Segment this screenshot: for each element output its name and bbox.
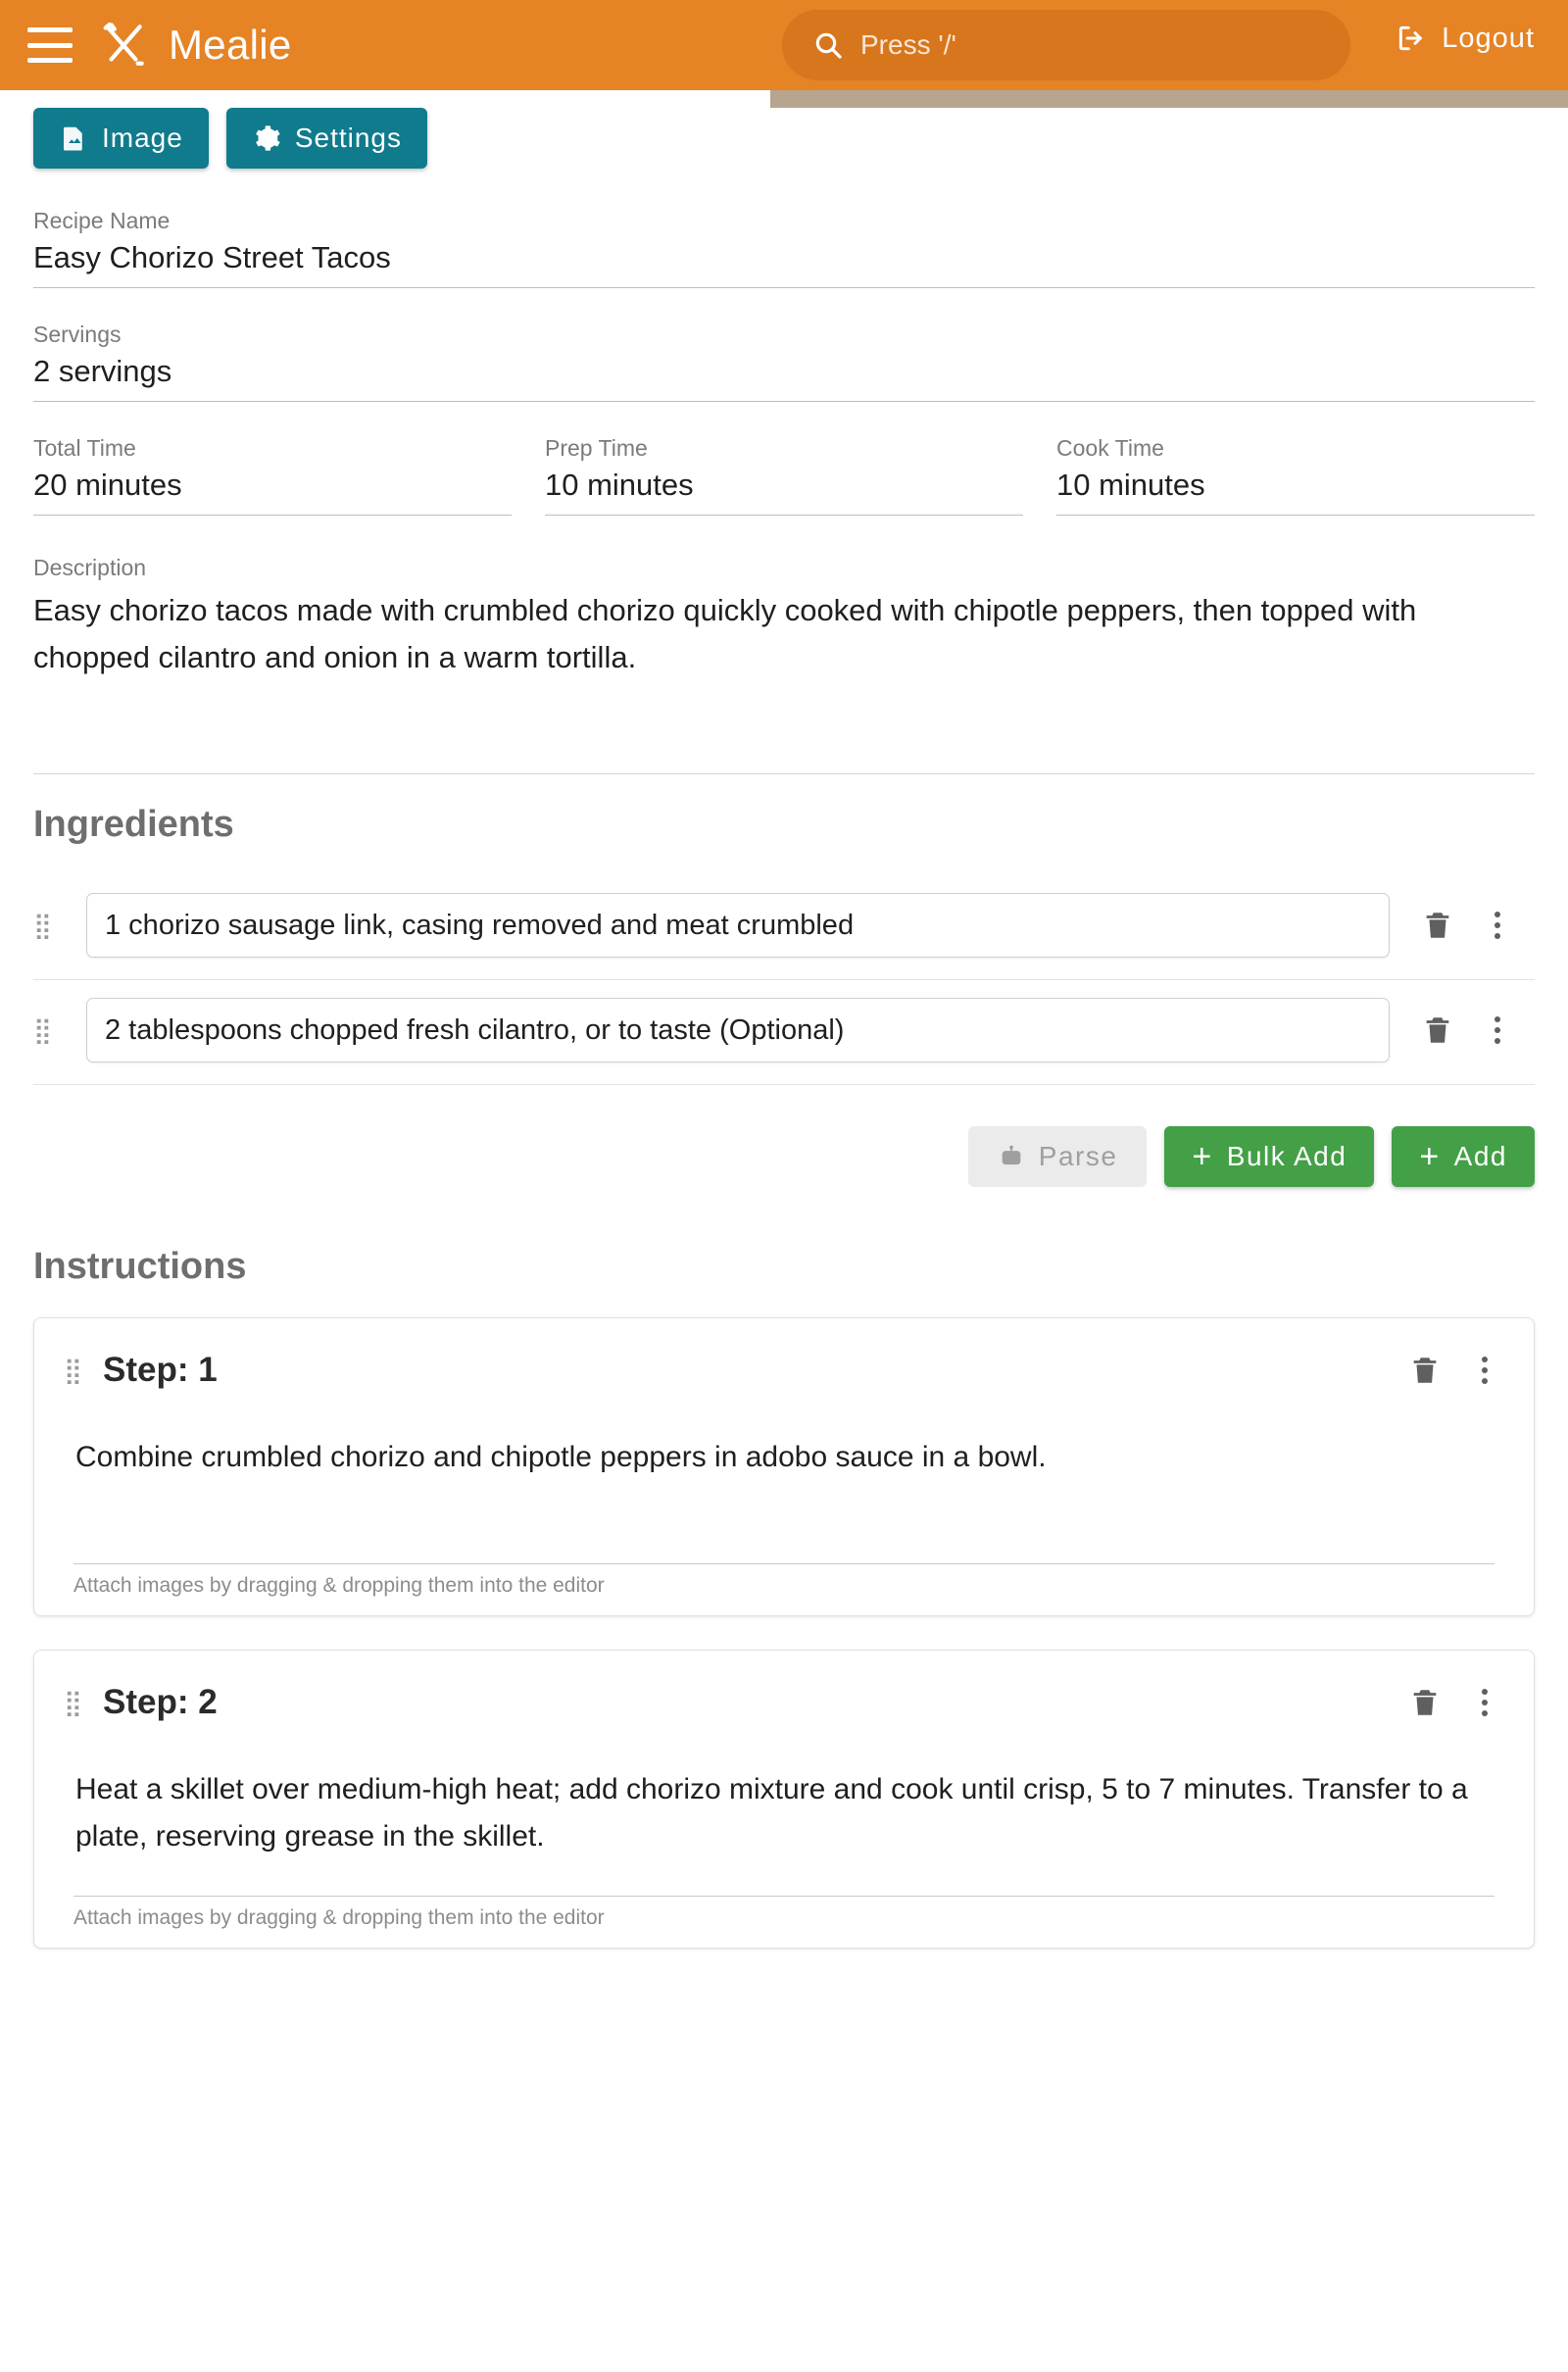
logout-button[interactable]: [1395, 22, 1535, 55]
robot-icon: [998, 1143, 1025, 1170]
parse-label: Parse: [1038, 1141, 1118, 1171]
image-button[interactable]: [33, 108, 209, 169]
servings-label: Servings: [33, 321, 122, 347]
ingredient-input[interactable]: 2 tablespoons chopped fresh cilantro, or to taste (Optional): [86, 998, 1390, 1062]
plus-icon: +: [1192, 1137, 1213, 1175]
delete-icon[interactable]: [1398, 1676, 1451, 1729]
step-text[interactable]: Combine crumbled chorizo and chipotle peppers in adobo sauce in a bowl.: [75, 1441, 1047, 1473]
instruction-step-card: [33, 1650, 1535, 1949]
recipe-name-field[interactable]: [33, 208, 1535, 288]
cook-time-value[interactable]: 10 minutes: [1056, 468, 1535, 516]
plus-icon: +: [1419, 1137, 1441, 1175]
drag-handle-icon[interactable]: ⣿: [33, 911, 54, 940]
recipe-name-label: Recipe Name: [33, 208, 171, 233]
step-text[interactable]: Heat a skillet over medium-high heat; add chorizo mixture and cook until crisp, 5 to 7 minutes. Transfer to a plate, reserving grease in the skillet.: [75, 1773, 1468, 1853]
prep-time-label: Prep Time: [545, 435, 648, 461]
ingredient-input[interactable]: 1 chorizo sausage link, casing removed and meat crumbled: [86, 893, 1390, 958]
logout-icon: [1395, 22, 1428, 55]
instructions-heading: Instructions: [33, 1246, 247, 1287]
cook-time-label: Cook Time: [1056, 435, 1164, 461]
servings-value[interactable]: 2 servings: [33, 354, 1535, 402]
attach-hint: Attach images by dragging & dropping them into the editor: [74, 1896, 1494, 1930]
ingredient-row: [33, 980, 1535, 1085]
ingredient-row: [33, 875, 1535, 980]
time-fields: [33, 435, 1535, 516]
add-ingredient-button[interactable]: [1392, 1126, 1535, 1187]
recipe-name-value[interactable]: Easy Chorizo Street Tacos: [33, 240, 1535, 288]
drag-handle-icon[interactable]: ⣿: [64, 1687, 84, 1717]
description-field[interactable]: [33, 555, 1535, 754]
instruction-step-card: [33, 1317, 1535, 1616]
settings-button[interactable]: [226, 108, 427, 169]
total-time-value[interactable]: 20 minutes: [33, 468, 512, 516]
description-label: Description: [33, 555, 147, 580]
delete-icon[interactable]: [1411, 899, 1464, 952]
step-title: Step: 2: [103, 1683, 218, 1721]
description-value[interactable]: Easy chorizo tacos made with crumbled chorizo quickly cooked with chipotle peppers, then topped with chopped cilantro and onion in a warm tortilla.: [33, 593, 1417, 675]
bulk-add-label: Bulk Add: [1226, 1141, 1348, 1171]
drag-handle-icon[interactable]: ⣿: [64, 1355, 84, 1385]
attach-hint: Attach images by dragging & dropping them into the editor: [74, 1563, 1494, 1598]
ingredients-heading: Ingredients: [33, 804, 234, 845]
servings-field[interactable]: [33, 321, 1535, 402]
search-placeholder: Press '/': [860, 29, 956, 60]
image-button-label: Image: [102, 123, 183, 153]
search-input[interactable]: [782, 10, 1350, 80]
image-icon: [59, 124, 88, 153]
prep-time-field[interactable]: [545, 435, 1023, 516]
hamburger-menu-icon[interactable]: [27, 27, 73, 63]
ingredient-menu-icon[interactable]: [1478, 1016, 1517, 1044]
search-icon: [811, 28, 845, 62]
recipe-form: [0, 108, 1568, 1982]
add-label: Add: [1453, 1141, 1507, 1171]
section-divider: [33, 773, 1535, 774]
step-menu-icon[interactable]: [1465, 1689, 1504, 1716]
brand-title: Mealie: [169, 22, 292, 68]
settings-button-label: Settings: [294, 123, 402, 153]
delete-icon[interactable]: [1398, 1344, 1451, 1397]
cook-time-field[interactable]: [1056, 435, 1535, 516]
step-menu-icon[interactable]: [1465, 1357, 1504, 1384]
delete-icon[interactable]: [1411, 1004, 1464, 1057]
bulk-add-button[interactable]: [1164, 1126, 1374, 1187]
drag-handle-icon[interactable]: ⣿: [33, 1015, 54, 1045]
parse-button[interactable]: [968, 1126, 1148, 1187]
app-bar: [0, 0, 1568, 90]
step-title: Step: 1: [103, 1351, 218, 1389]
prep-time-value[interactable]: 10 minutes: [545, 468, 1023, 516]
ingredient-actions: [33, 1126, 1535, 1187]
step-header: [64, 1676, 1504, 1729]
ingredient-menu-icon[interactable]: [1478, 912, 1517, 939]
total-time-field[interactable]: [33, 435, 512, 516]
fork-knife-logo-icon: [98, 20, 149, 71]
step-header: [64, 1344, 1504, 1397]
total-time-label: Total Time: [33, 435, 136, 461]
editor-toolbar: [33, 108, 1535, 169]
logout-label: Logout: [1442, 22, 1535, 54]
gear-icon: [252, 124, 281, 153]
